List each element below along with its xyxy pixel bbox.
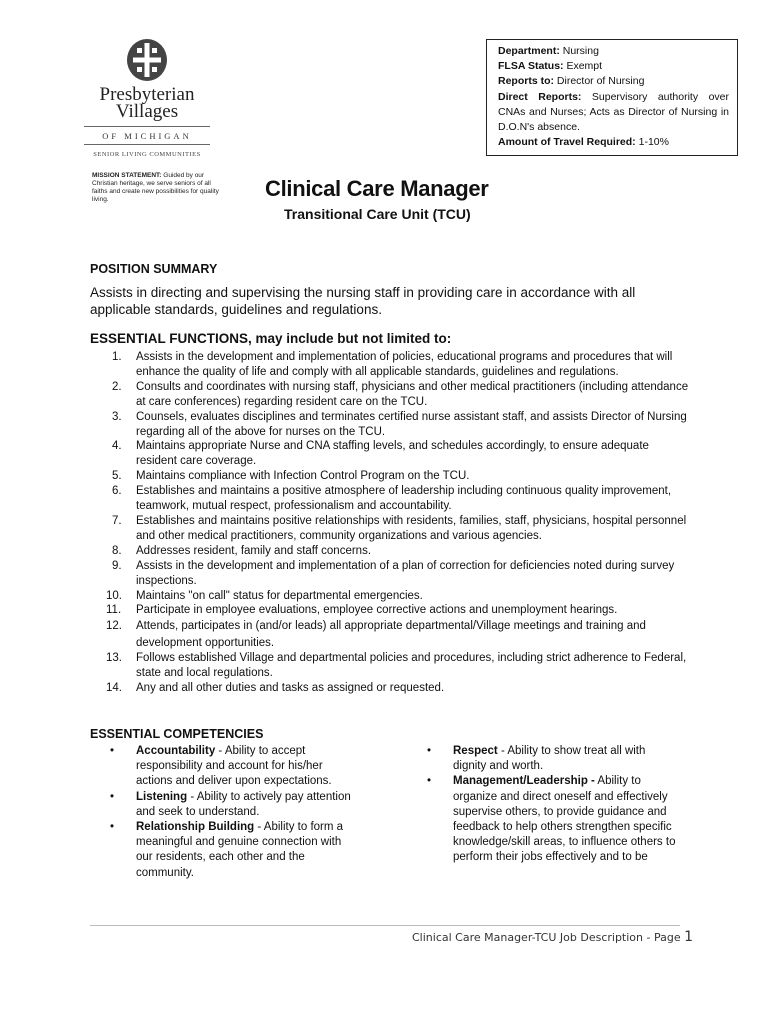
competencies-right-column: [427, 744, 677, 866]
function-item: [92, 380, 692, 410]
function-item-text: Consults and coordinates with nursing staff, physicians and other medical practitioners (including attendance at care conferences) regarding resident care on the TCU.: [136, 380, 689, 408]
function-item-number: 14.: [106, 682, 122, 695]
function-item: [92, 514, 692, 544]
summary-heading: POSITION SUMMARY: [90, 262, 218, 276]
competency-term: Accountability: [136, 745, 216, 757]
reports-row: [498, 74, 729, 89]
competency-item: [427, 744, 677, 774]
function-item: [92, 484, 692, 514]
function-item-text: Attends, participates in (and/or leads) all appropriate departmental/Village meetings and training and development opportunities.: [136, 620, 646, 649]
competencies-left-column: [110, 744, 360, 881]
competency-term: Management/Leadership -: [453, 775, 595, 788]
bullet-icon: •: [110, 821, 115, 834]
function-item-text: Maintains appropriate Nurse and CNA staffing levels, and schedules accordingly, to ensure adequate resident care coverage.: [136, 440, 649, 468]
page-number: 1: [684, 929, 694, 945]
function-item: [92, 603, 692, 618]
function-item-number: 4.: [112, 440, 122, 453]
function-item-text: Counsels, evaluates disciplines and terminates certified nurse assistant staff, and assists Director of Nursing regarding all of the above for nurses on the TCU.: [136, 410, 687, 438]
competency-description: - Ability to form a meaningful and genuine connection with our residents, each other and the community.: [136, 821, 344, 879]
function-item-text: Maintains "on call" status for departmental emergencies.: [136, 589, 423, 602]
function-item-number: 1.: [112, 351, 122, 363]
flsa-label: FLSA Status:: [498, 60, 564, 73]
company-logo: [84, 38, 210, 158]
mission-text: Guided by our Christian heritage, we serve seniors of all faiths and create new possibilities for quality living.: [92, 172, 219, 203]
page-subtitle: Transitional Care Unit (TCU): [284, 206, 471, 222]
mission-label: MISSION STATEMENT:: [92, 172, 162, 179]
job-info-box: [486, 39, 738, 156]
function-item-text: Addresses resident, family and staff concerns.: [136, 544, 372, 557]
function-item-text: Follows established Village and departmental policies and procedures, including strict adherence to Federal, state and local regulations.: [136, 652, 687, 680]
competency-item: [427, 774, 677, 865]
bullet-icon: •: [427, 745, 432, 757]
competency-term: Listening: [136, 790, 188, 803]
competency-item: [110, 820, 360, 881]
function-item: [92, 410, 692, 440]
travel-row: [498, 135, 729, 150]
function-item-number: 9.: [112, 559, 122, 572]
function-item: [92, 439, 692, 469]
flsa-row: [498, 59, 729, 74]
function-item-text: Establishes and maintains a positive atmosphere of leadership including continuous quality improvement, teamwork, mutual respect, professionalism and accountability.: [136, 485, 672, 513]
function-item-number: 11.: [106, 604, 122, 617]
department-value: Nursing: [559, 45, 599, 57]
competency-text: [453, 744, 677, 774]
footer-divider: [90, 925, 680, 926]
function-item-text: Assists in the development and implementation of a plan of correction for deficiencies noted during survey inspections.: [136, 559, 675, 587]
logo-tagline: SENIOR LIVING COMMUNITIES: [93, 151, 201, 158]
competency-text: [453, 774, 677, 865]
competency-term: Respect: [453, 745, 498, 757]
competency-text: [136, 790, 360, 820]
competency-term: Relationship Building: [136, 821, 255, 834]
function-item-number: 3.: [112, 410, 122, 423]
function-item-number: 5.: [112, 470, 122, 483]
function-item-number: 8.: [112, 544, 122, 557]
direct-reports-label: Direct Reports:: [498, 90, 582, 103]
function-item: [92, 651, 692, 681]
footer-text: Clinical Care Manager-TCU Job Description - Page: [412, 931, 685, 944]
travel-value: 1-10%: [635, 136, 669, 149]
flsa-value: Exempt: [563, 60, 603, 73]
competency-description: - Ability to accept responsibility and account for his/her actions and deliver upon expectations.: [136, 745, 332, 788]
logo-subtitle: OF MICHIGAN: [84, 126, 210, 145]
cross-emblem-icon: [126, 38, 168, 82]
competencies-heading: ESSENTIAL COMPETENCIES: [90, 727, 264, 741]
function-item: [92, 350, 692, 380]
bullet-icon: •: [427, 775, 432, 788]
functions-list: [92, 350, 692, 696]
function-item: [92, 469, 692, 484]
function-item-number: 2.: [112, 380, 122, 393]
function-item-number: 6.: [112, 485, 122, 498]
competency-item: [110, 744, 360, 790]
functions-heading: ESSENTIAL FUNCTIONS, may include but not limited to:: [90, 331, 452, 346]
summary-text: Assists in directing and supervising the nursing staff in providing care in accordance with all applicable standards, guidelines and regulations.: [90, 285, 636, 317]
function-item: [92, 559, 692, 589]
competency-text: [136, 744, 360, 790]
function-item-number: 7.: [112, 514, 122, 527]
competency-description: - Ability to actively pay attention and seek to understand.: [136, 790, 351, 818]
competency-text: [136, 820, 360, 881]
function-item-text: Assists in the development and implementation of policies, educational programs and procedures that will enhance the quality of life and comply with all applicable standards, guidelines and regulations.: [136, 351, 673, 378]
direct-reports-row: [498, 90, 729, 136]
function-item-number: 13.: [106, 652, 122, 665]
function-item-text: Any and all other duties and tasks as assigned or requested.: [136, 682, 445, 695]
function-item: [92, 544, 692, 559]
function-item: [92, 681, 692, 696]
function-item-number: 10.: [106, 589, 122, 602]
travel-label: Amount of Travel Required:: [498, 136, 636, 149]
reports-label: Reports to:: [498, 75, 554, 88]
logo-name-line1: Presbyterian: [99, 84, 195, 105]
department-row: [498, 44, 729, 59]
reports-value: Director of Nursing: [554, 75, 645, 88]
competency-description: Ability to organize and direct oneself and effectively supervise others, to provide guidance and feedback to help others strengthen specific knowledge/skill areas, to influence others to perform their jobs effectively and to be: [453, 775, 676, 864]
page-title: Clinical Care Manager: [265, 176, 489, 201]
function-item: [92, 618, 692, 651]
function-item-text: Maintains compliance with Infection Control Program on the TCU.: [136, 470, 470, 483]
competency-item: [110, 790, 360, 820]
function-item-text: Participate in employee evaluations, employee corrective actions and unemployment hearings.: [136, 604, 618, 617]
function-item-number: 12.: [106, 620, 122, 633]
direct-reports-value: Supervisory authority over CNAs and Nurses; Acts as Director of Nursing in D.O.N's absence.: [498, 90, 729, 134]
department-label: Department:: [498, 45, 560, 57]
competency-description: - Ability to show treat all with dignity and worth.: [453, 745, 646, 773]
function-item: [92, 589, 692, 604]
mission-statement: [92, 172, 220, 204]
logo-name-line2: Villages: [115, 101, 179, 122]
bullet-icon: •: [110, 745, 115, 757]
function-item-text: Establishes and maintains positive relationships with residents, families, staff, physicians, hospital personnel and other medical practitioners, community organizations and various agencies.: [136, 514, 687, 542]
page-footer: [412, 929, 693, 945]
bullet-icon: •: [110, 790, 115, 803]
